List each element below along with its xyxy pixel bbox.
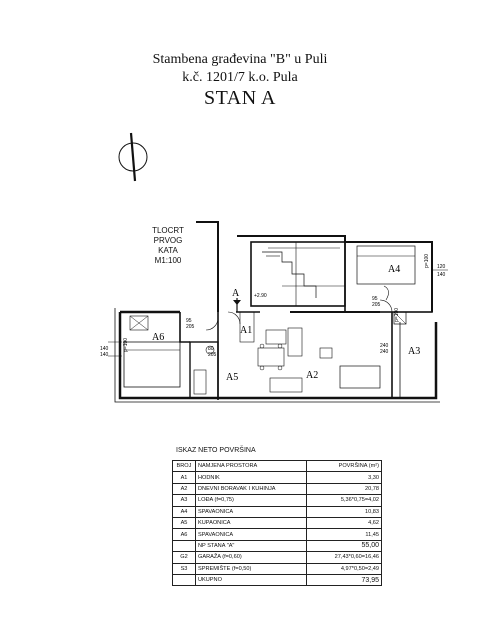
table-header-cell: NAMJENA PROSTORA bbox=[196, 461, 307, 472]
dim-label: p=100 bbox=[123, 337, 129, 352]
plan-caption-line2: PRVOG bbox=[153, 236, 183, 245]
empty-cell bbox=[173, 574, 196, 585]
dim-label: 140 bbox=[100, 346, 109, 352]
apartment-title: STAN A bbox=[204, 87, 276, 109]
plan-caption-line3: KATA bbox=[158, 246, 178, 255]
table-row bbox=[173, 483, 382, 494]
area-table bbox=[172, 460, 382, 586]
table-row bbox=[173, 517, 382, 528]
room-area: 3,30 bbox=[307, 472, 382, 483]
total-label: UKUPNO bbox=[196, 574, 307, 585]
room-purpose: SPREMIŠTE (f=0,50) bbox=[196, 563, 307, 574]
dim-label: 95 bbox=[186, 318, 192, 324]
room-area: 10,83 bbox=[307, 506, 382, 517]
total-row bbox=[173, 574, 382, 585]
room-code: A1 bbox=[173, 472, 196, 483]
level-mark: +2.90 bbox=[254, 293, 267, 299]
room-label-a3: A3 bbox=[408, 346, 421, 357]
room-code: A2 bbox=[173, 483, 196, 494]
empty-cell bbox=[173, 540, 196, 551]
net-area-value: 55,00 bbox=[307, 540, 382, 551]
north-arrow-icon bbox=[119, 133, 147, 181]
table-header-cell: POVRŠINA (m²) bbox=[307, 461, 382, 472]
plan-scale: M1:100 bbox=[154, 256, 182, 265]
dim-label: 205 bbox=[372, 302, 381, 308]
table-row bbox=[173, 552, 382, 563]
net-area-label: NP STANA "A" bbox=[196, 540, 307, 551]
room-purpose: KUPAONICA bbox=[196, 517, 307, 528]
room-area: 4,62 bbox=[307, 517, 382, 528]
dim-label: 95 bbox=[372, 296, 378, 302]
room-label-a4: A4 bbox=[388, 264, 401, 275]
room-code: S3 bbox=[173, 563, 196, 574]
total-value: 73,95 bbox=[307, 574, 382, 585]
table-row bbox=[173, 529, 382, 540]
dim-label: 140 bbox=[100, 352, 109, 358]
room-area: 20,78 bbox=[307, 483, 382, 494]
room-purpose: DNEVNI BORAVAK I KUHINJA bbox=[196, 483, 307, 494]
net-area-row bbox=[173, 540, 382, 551]
parcel-reference: k.č. 1201/7 k.o. Pula bbox=[182, 70, 298, 85]
dim-label: 205 bbox=[186, 324, 195, 330]
plan-caption-line1: TLOCRT bbox=[152, 226, 184, 235]
building-title: Stambena građevina "B" u Puli bbox=[152, 52, 328, 67]
room-code: A6 bbox=[173, 529, 196, 540]
table-row bbox=[173, 472, 382, 483]
table-row bbox=[173, 495, 382, 506]
room-code: A5 bbox=[173, 517, 196, 528]
dim-label: 140 bbox=[437, 272, 446, 278]
room-area: 4,97*0,50=2,49 bbox=[307, 563, 382, 574]
room-area: 5,36*0,75=4,02 bbox=[307, 495, 382, 506]
dim-label: p=100 bbox=[394, 307, 400, 322]
section-mark: A bbox=[232, 288, 240, 299]
room-label-a6: A6 bbox=[152, 332, 165, 343]
room-area: 27,43*0,60=16,46 bbox=[307, 552, 382, 563]
room-code: G2 bbox=[173, 552, 196, 563]
dim-label: 205 bbox=[208, 352, 217, 358]
table-header-cell: BROJ bbox=[173, 461, 196, 472]
room-purpose: HODNIK bbox=[196, 472, 307, 483]
table-row bbox=[173, 563, 382, 574]
room-label-a5: A5 bbox=[226, 372, 239, 383]
dim-label: p=100 bbox=[424, 253, 430, 268]
room-purpose: LOĐA (f=0,75) bbox=[196, 495, 307, 506]
table-title: ISKAZ NETO POVRŠINA bbox=[176, 447, 256, 454]
room-purpose: GARAŽA (f=0,60) bbox=[196, 552, 307, 563]
dim-label: 240 bbox=[380, 349, 389, 355]
table-header-row bbox=[173, 461, 382, 472]
room-label-a2: A2 bbox=[306, 370, 319, 381]
dim-label: 120 bbox=[437, 264, 446, 270]
table-row bbox=[173, 506, 382, 517]
dim-label: 80 bbox=[208, 346, 214, 352]
room-area: 11,45 bbox=[307, 529, 382, 540]
room-code: A3 bbox=[173, 495, 196, 506]
room-purpose: SPAVAONICA bbox=[196, 506, 307, 517]
room-label-a1: A1 bbox=[240, 325, 253, 336]
room-code: A4 bbox=[173, 506, 196, 517]
dim-label: 240 bbox=[380, 343, 389, 349]
room-purpose: SPAVAONICA bbox=[196, 529, 307, 540]
